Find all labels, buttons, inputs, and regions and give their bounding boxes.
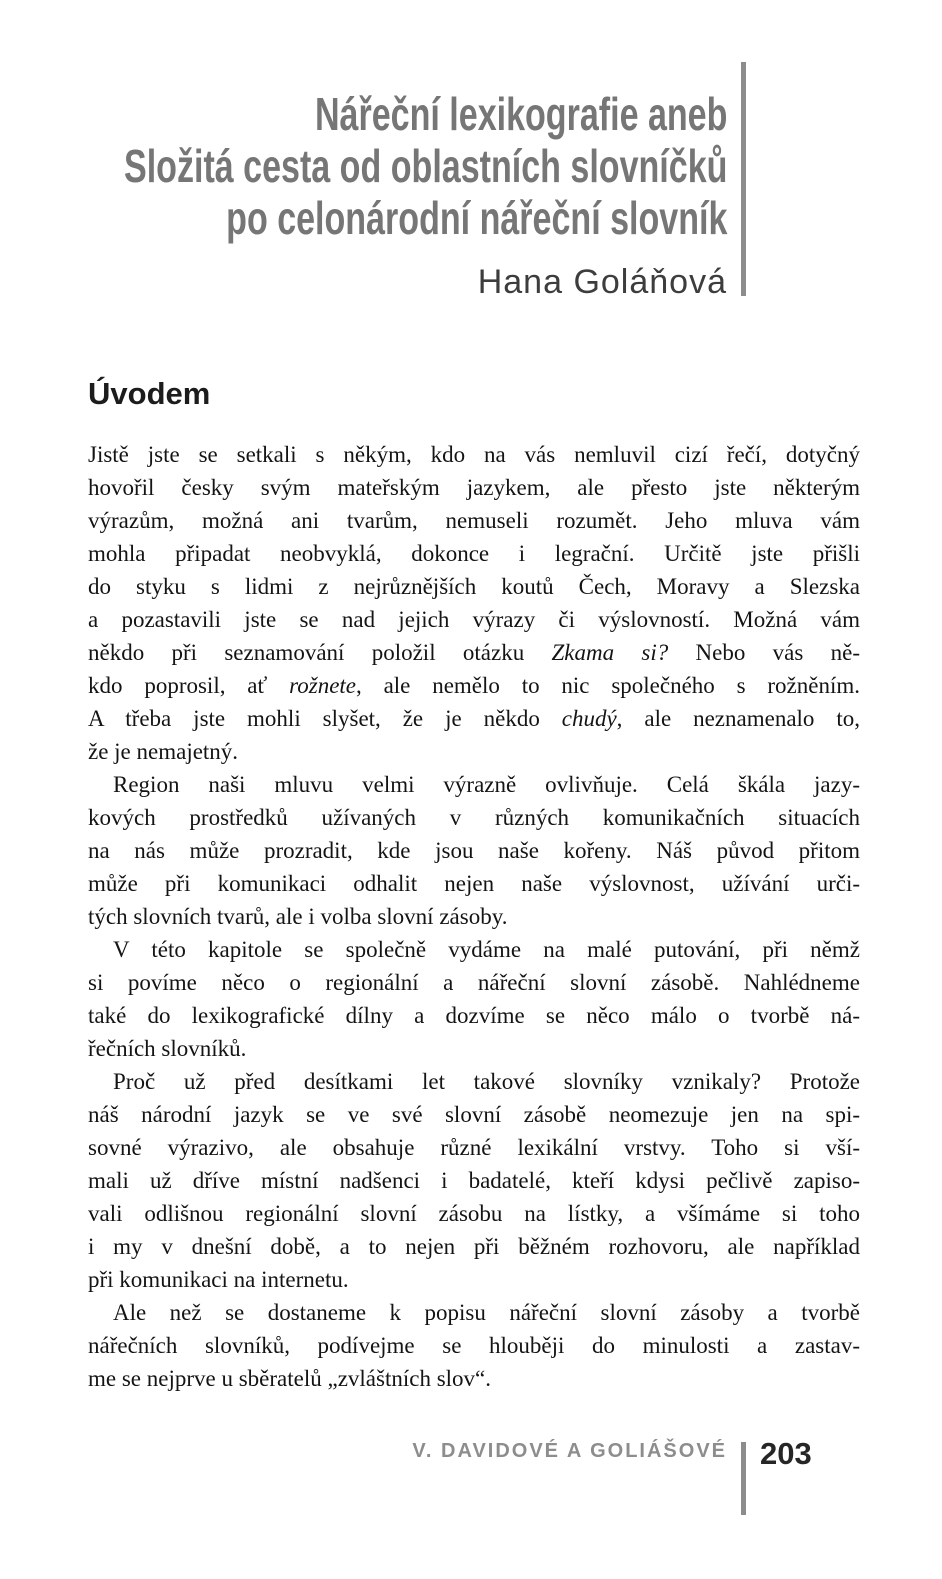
text-line: na nás může prozradit, kde jsou naše kořeny. Náš původ přitom: [88, 838, 860, 863]
text-line: že je nemajetný.: [88, 739, 239, 764]
body-text: [88, 438, 860, 1395]
text-line: si povíme něco o regionální a nářeční slovní zásobě. Nahlédneme: [88, 970, 860, 995]
text-line: Ale než se dostaneme k popisu nářeční slovní zásoby a tvorbě: [113, 1300, 860, 1325]
title-divider-bar: [741, 62, 746, 296]
text-line: sovné výrazivo, ale obsahuje různé lexikální vrstvy. Toho si vší-: [88, 1135, 860, 1160]
text-line: do styku s lidmi z nejrůznějších koutů Čech, Moravy a Slezska: [88, 574, 860, 599]
chapter-title: [124, 88, 727, 244]
text-line: A třeba jste mohli slyšet, že je někdo chudý, ale neznamenalo to,: [88, 706, 860, 731]
paragraph: [88, 768, 860, 933]
text-line: může při komunikaci odhalit nejen naše výslovnost, užívání urči-: [88, 871, 860, 896]
chapter-title-line-2: Složitá cesta od oblastních slovníčků: [123, 140, 727, 192]
text-line: při komunikaci na internetu.: [88, 1267, 349, 1292]
paragraph: [88, 1296, 860, 1395]
paragraph: [88, 1065, 860, 1296]
author-name: Hana Goláňová: [477, 263, 727, 301]
title-block: [0, 88, 727, 302]
text-line: také do lexikografické dílny a dozvíme se něco málo o tvorbě ná-: [88, 1003, 860, 1028]
text-line: mali už dříve místní nadšenci i badatelé, kteří kdysi pečlivě zapiso-: [88, 1168, 860, 1193]
text-line: me se nejprve u sběratelů „zvláštních slov“.: [88, 1366, 491, 1391]
text-line: a pozastavili jste se nad jejich výrazy či výslovností. Možná vám: [88, 607, 860, 632]
footer-divider-bar: [741, 1442, 746, 1515]
text-line: vali odlišnou regionální slovní zásobu na lístky, a všímáme si toho: [88, 1201, 860, 1226]
section-heading: Úvodem: [88, 376, 211, 411]
text-line: Proč už před desítkami let takové slovníky vznikaly? Protože: [113, 1069, 860, 1094]
text-line: Jistě jste se setkali s někým, kdo na vás nemluvil cizí řečí, dotyčný: [88, 442, 860, 467]
text-line: někdo při seznamování položil otázku Zkama si? Nebo vás ně-: [88, 640, 860, 665]
text-line: náš národní jazyk se ve své slovní zásobě neomezuje jen na spi-: [88, 1102, 860, 1127]
text-line: kdo poprosil, ať rožnete, ale nemělo to nic společného s rožněním.: [88, 673, 860, 698]
text-line: hovořil česky svým mateřským jazykem, ale přesto jste některým: [88, 475, 860, 500]
text-line: řečních slovníků.: [88, 1036, 247, 1061]
chapter-title-line-1: Nářeční lexikografie aneb: [314, 88, 727, 140]
paragraph: [88, 438, 860, 768]
chapter-title-line-3: po celonárodní nářeční slovník: [225, 192, 727, 244]
text-line: Region naši mluvu velmi výrazně ovlivňuje. Celá škála jazy-: [113, 772, 860, 797]
text-line: nářečních slovníků, podívejme se hlouběji do minulosti a zastav-: [88, 1333, 860, 1358]
text-line: mohla připadat neobvyklá, dokonce i legrační. Určitě jste přišli: [88, 541, 860, 566]
text-line: kových prostředků užívaných v různých komunikačních situacích: [88, 805, 860, 830]
page-number: 203: [760, 1436, 812, 1471]
text-line: výrazům, možná ani tvarům, nemuseli rozumět. Jeho mluva vám: [88, 508, 860, 533]
text-line: i my v dnešní době, a to nejen při běžném rozhovoru, ale například: [88, 1234, 860, 1259]
running-footer: V. DAVIDOVÉ A GOLIÁŠOVÉ: [412, 1440, 727, 1462]
text-line: V této kapitole se společně vydáme na malé putování, při němž: [113, 937, 860, 962]
text-line: tých slovních tvarů, ale i volba slovní zásoby.: [88, 904, 508, 929]
paragraph: [88, 933, 860, 1065]
